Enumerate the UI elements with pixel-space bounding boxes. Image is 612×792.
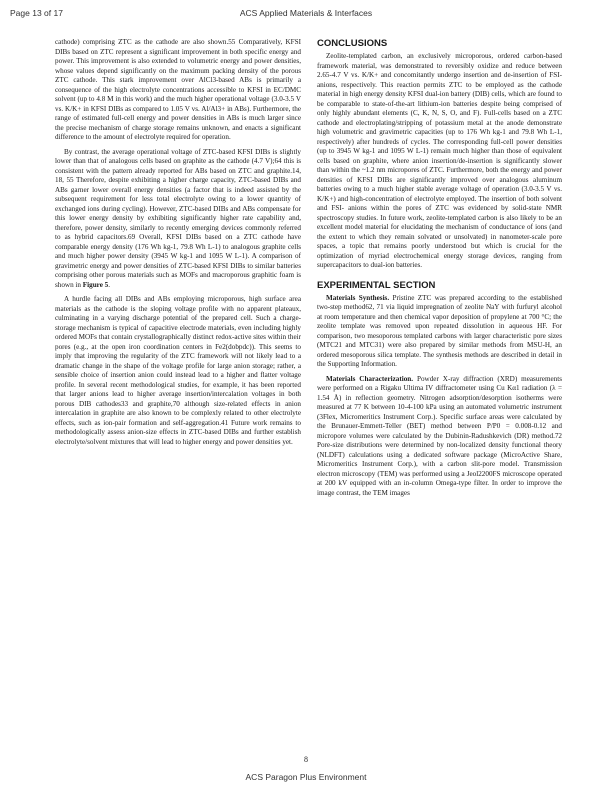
materials-synthesis-text: Pristine ZTC was prepared according to the established two-step method62, 71 via liquid impregnation of zeolite NaY with furfuryl alcohol at room temperature and then chemical vapor deposition of propylene at 700 °C; the zeolite template was removed upon repeated dissolution in aqueous HF. For comparison, two mesoporous templated carbons with larger characteristic pore sizes (MTC21 and MTC31) were also prepared by similar methods from MSU-H, an ordered mesoporous silica template. The synthesis methods are described in detail in the Supporting Information. [317,293,562,368]
experimental-heading: EXPERIMENTAL SECTION [317,279,436,291]
materials-characterization-text: Powder X-ray diffraction (XRD) measurements were performed on a Rigaku Ultima IV diffractometer using Cu Kα1 radiation (λ = 1.54 Å) in reflection geometry. Nitrogen adsorption/desorption isotherms were measured at 77 K between 10-4-100 kPa using an automated volumetric instrument (3Flex, Micromeritics Instrument Corp.). Specific surface areas were calculated by the Brunauer-Emmett-Teller (BET) method between P/P0 = 0.008-0.12 and micropore volumes were calculated by the Dubinin-Radushkevich (DR) method.72 Pore-size distributions were determined by non-localized density functional theory (NLDFT) calculations using a dedicated software package (MicroActive Share, Micromeritics Instrument Corp.), with a carbon slit-pore model. Transmission electron microscopy (TEM) was performed using a Jeol2200FS microscope operated at 200 kV equipped with an in-column Omega-type filter. In order to improve the image contrast, the TEM images [317,374,562,497]
page-counter: Page 13 of 17 [10,8,63,18]
journal-title: ACS Applied Materials & Interfaces [239,8,373,18]
paragraph-operational-voltage [55,148,301,291]
paragraph-energy-comparison: cathode) comprising ZTC as the cathode are also shown.55 Comparatively, KFSI DIBs based on ZTC represent a significant improvement in both specific energy and power. This improvement is also extended to volumetric energy and power densities, whose values depend significantly on the maximum packing density of the porous ZTC cathode. This stark improvement over AlCl3-based ABs is primarily a consequence of the high electrolyte concentrations accessible to KFSI in EC/DMC solvent (up to 4.8 M in this work) and the much higher operational voltage (3.0-3.5 V vs. K/K+ in KFSI DIBs as compared to 1.05 V vs. Al/Al3+ in ABs). Furthermore, the range of estimated full-cell energy and power densities in ABs is much larger since the precise mechanism of charge storage remains unknown, and enacts a significant difference to the amount of electrolyte required for operation. [55,38,301,141]
page-number: 8 [304,755,308,764]
conclusions-heading: CONCLUSIONS [317,38,388,49]
conclusions-paragraph: Zeolite-templated carbon, an exclusively microporous, ordered carbon-based framework material, was demonstrated to reversibly oxidize and reduce between 2.65-4.7 V vs. K/K+ and concomitantly undergo insertion and de-insertion of FSI- anions, respectively. This reaction permits ZTC to be employed as the cathode material in high energy density KFSI dual-ion battery (DIB) cells, which are found to be comparable to state-of-the-art lithium-ion batteries despite being comprised of only highly abundant elements (C, K, N, S, O, and F). Full-cells based on a ZTC cathode and electroplating/stripping of potassium metal at the anode demonstrate high volumetric and gravimetric capacities (up to 176 Wh kg-1 and 79.8 Wh L-1, respectively) after hundreds of cycles. The corresponding full-cell power densities (up to 3945 W kg-1 and 1095 W L-1) remain much higher than those of equivalent cells based on graphite, where anion insertion/de-insertion is significantly slower than within the ~1.2 nm micropores of ZTC. Furthermore, both the energy and power densities of KFSI DIBs are significantly improved over analogous aluminum batteries owing to a much higher stable average voltage of operation (3.0-3.5 V vs. K/K+) and high-concentration of electrolyte employed. The insertion of both solvent and FSI- anions within the pores of ZTC was evidenced by solid-state NMR spectroscopy studies. In future work, zeolite-templated carbon is also likely to be an excellent model material for elucidating the mechanism of conductance of ions (and the extent to which they remain solvated or unsolvated) in nanometer-scale pore spaces, a topic that remains poorly understood but which is crucial for the optimization of myriad electrochemical energy storage devices, ranging from supercapacitors to dual-ion batteries. [317,52,562,269]
materials-characterization-title: Materials Characterization. [326,374,414,383]
materials-characterization-paragraph [317,375,562,499]
figure-5-reference[interactable]: Figure 5 [82,280,109,289]
materials-synthesis-title: Materials Synthesis. [326,293,390,302]
paragraph-voltage-profile: A hurdle facing all DIBs and ABs employing microporous, high surface area materials as the cathode is the sloping voltage profile with no apparent plateaux, culminating in a varying discharge potential of the prepared cell. Such a charge-storage mechanism is typical of capacitive electrode materials, even including highly ordered MOFs that contain crystallographically distinct redox-active sites within their pores (e.g., at the open iron coordination centers in Fe2(dobpdc)). This seems to imply that improving the regularity of the ZTC framework will not likely lead to a dramatic change in the shape of the voltage profile for large anion storage; rather, a sensible choice of insertion anion could instead lead to a higher and flatter voltage profile. In several recent methodological studies, for example, it has been reported that larger anions lead to higher average insertion/intercalation voltages in both porous DIB cathodes33 and graphite,70 although size-related effects in anion intercalation in graphite are also known to be complexly related to other electrolyte effects, such as ion-pair formation and self-aggregation.41 Future work remains to methodologically assess anion-size effects in ZTC-based DIBs and further establish electrolyte/solvent mixtures that will lead to higher energy and power densities yet. [55,295,301,446]
footer-environment: ACS Paragon Plus Environment [245,772,367,782]
left-column [55,38,301,447]
paragraph-operational-voltage-text: By contrast, the average operational voltage of ZTC-based KFSI DIBs is slightly lower than that of analogous cells based on graphite as the cathode (4.7 V);64 this is consistent with the pattern already reported for ABs based on ZTC and graphite.14, 18, 55 Therefore, despite exhibiting a higher charge capacity, ZTC-based DIBs and ABs garner lower overall energy densities (a factor that is indeed assisted by the subsequent requirement for less total electrolyte owing to a lower quantity of exchanged ions during cycling). However, ZTC-based DIBs and ABs compensate for this lower energy density by exhibiting significantly higher rate capability and, therefore, power density, similarly to recently emerging devices commonly referred to as hybrid capacitors.69 Overall, KFSI DIBs based on a ZTC cathode have comparable energy density (176 Wh kg-1, 79.8 Wh L-1) to analogous graphite cells and much higher power density (3945 W kg-1 and 1095 W L-1). A comparison of gravimetric energy and power densities of ZTC-based KFSI DIBs to similar batteries comprising other porous materials such as MOFs and macroporous graphitic foam is shown in [55,147,301,289]
materials-synthesis-paragraph [317,294,562,370]
right-column [317,38,562,498]
paragraph-end-period: . [108,280,111,289]
page-header [0,6,612,20]
